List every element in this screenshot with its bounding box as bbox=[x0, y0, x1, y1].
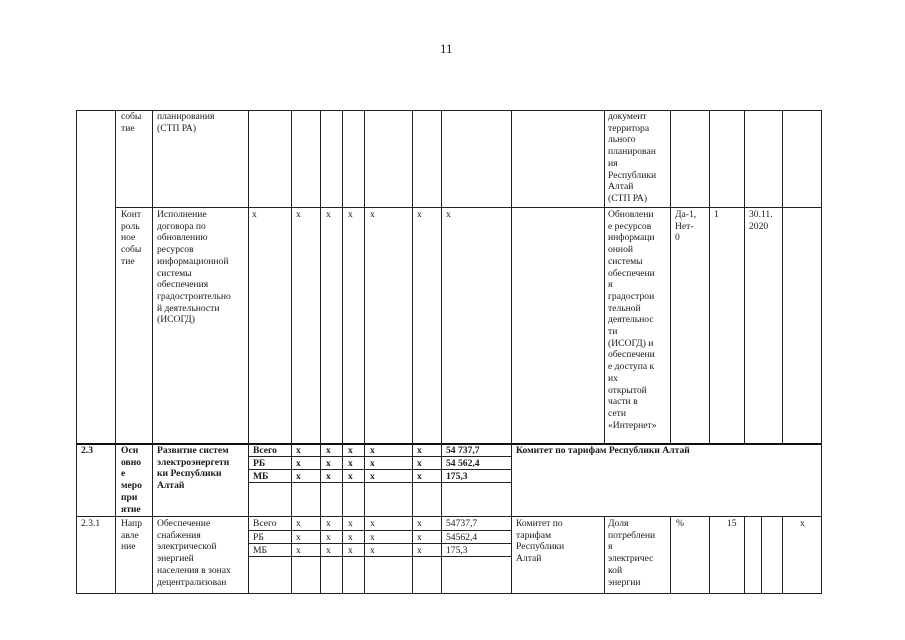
amount-cell: 54737,7 bbox=[446, 518, 478, 529]
x-cell: x bbox=[417, 445, 422, 456]
event-type-cell: Осн овно е меро при ятие bbox=[121, 445, 142, 515]
column-border bbox=[412, 110, 413, 594]
sub-row-line bbox=[248, 482, 511, 483]
event-type-cell: Напр авле ние bbox=[121, 518, 142, 553]
responsible-cell: Комитет по тарифам Республики Алтай bbox=[516, 445, 690, 456]
x-cell: x bbox=[326, 545, 331, 556]
x-cell: x bbox=[326, 458, 331, 469]
page-number: 11 bbox=[440, 41, 453, 56]
indicator-cell: документ территора льного планирован ия Республики Алтай (СТП РА) bbox=[608, 111, 657, 204]
amount-cell: 175,3 bbox=[446, 545, 468, 556]
funding-source-cell: МБ bbox=[253, 471, 269, 482]
x-cell: x bbox=[370, 532, 375, 543]
column-border bbox=[821, 110, 822, 594]
column-border bbox=[761, 516, 762, 594]
x-cell: x bbox=[296, 471, 301, 482]
x-cell: x bbox=[370, 518, 375, 529]
x-cell: x bbox=[370, 209, 375, 220]
x-cell: x bbox=[296, 209, 301, 220]
x-cell: x bbox=[348, 471, 353, 482]
column-border bbox=[115, 110, 116, 594]
amount-cell: 54 737,7 bbox=[446, 445, 480, 456]
unit-cell: Да-1, Нет- 0 bbox=[675, 209, 697, 244]
indicator-cell: Обновлени е ресурсов информаци онной системы обеспечени я градострои тельной деятельнос ти (ИСОГД) и обеспечени е доступа к их открытой части в сети «Интернет» bbox=[608, 209, 657, 431]
x-cell: x bbox=[326, 518, 331, 529]
event-type-cell: Конт роль ное собы тие bbox=[121, 209, 142, 267]
event-name-cell: планирования (СТП РА) bbox=[157, 111, 215, 134]
column-border bbox=[709, 516, 710, 594]
column-border bbox=[782, 110, 783, 444]
x-cell: x bbox=[348, 545, 353, 556]
column-border bbox=[76, 110, 77, 594]
column-border bbox=[744, 516, 745, 594]
column-border bbox=[670, 110, 671, 444]
x-cell: x bbox=[370, 445, 375, 456]
x-cell: x bbox=[800, 518, 805, 529]
column-border bbox=[152, 110, 153, 594]
column-border bbox=[604, 110, 605, 444]
x-cell: x bbox=[370, 471, 375, 482]
x-cell: x bbox=[326, 445, 331, 456]
amount-cell: 54562,4 bbox=[446, 532, 478, 543]
x-cell: x bbox=[417, 209, 422, 220]
row-divider bbox=[115, 207, 821, 208]
value-cell: 1 bbox=[714, 209, 719, 220]
x-cell: x bbox=[348, 209, 353, 220]
amount-cell: 54 562,4 bbox=[446, 458, 480, 469]
row-number-cell: 2.3 bbox=[81, 445, 93, 456]
column-border bbox=[291, 110, 292, 594]
x-cell: x bbox=[348, 532, 353, 543]
value-cell: 15 bbox=[727, 518, 737, 529]
x-cell: x bbox=[417, 518, 422, 529]
sub-row-line bbox=[248, 530, 511, 531]
column-border bbox=[320, 110, 321, 594]
x-cell: x bbox=[348, 458, 353, 469]
event-name-cell: Обеспечение снабжения электрической энергией населения в зонах децентрализован bbox=[157, 518, 231, 588]
column-border bbox=[709, 110, 710, 444]
x-cell: x bbox=[348, 518, 353, 529]
funding-source-cell: РБ bbox=[253, 458, 266, 469]
column-border bbox=[782, 516, 783, 594]
x-cell: x bbox=[417, 458, 422, 469]
column-border bbox=[248, 110, 249, 594]
indicator-cell: Доля потреблени я электричес кой энергии bbox=[608, 518, 656, 588]
x-cell: x bbox=[370, 458, 375, 469]
row-number-cell: 2.3.1 bbox=[81, 518, 101, 529]
column-border bbox=[364, 110, 365, 594]
x-cell: x bbox=[296, 532, 301, 543]
x-cell: x bbox=[296, 545, 301, 556]
unit-cell: % bbox=[676, 518, 684, 529]
x-cell: x bbox=[446, 209, 451, 220]
x-cell: x bbox=[417, 545, 422, 556]
funding-source-cell: Всего bbox=[253, 445, 277, 456]
funding-source-cell: МБ bbox=[253, 545, 268, 556]
x-cell: x bbox=[348, 445, 353, 456]
x-cell: x bbox=[326, 209, 331, 220]
column-border bbox=[670, 516, 671, 594]
x-cell: x bbox=[370, 545, 375, 556]
x-cell: x bbox=[296, 458, 301, 469]
responsible-cell: Комитет по тарифам Республики Алтай bbox=[516, 518, 565, 565]
column-border bbox=[342, 110, 343, 594]
x-cell: x bbox=[252, 209, 257, 220]
column-border bbox=[441, 110, 442, 594]
deadline-cell: 30.11. 2020 bbox=[749, 209, 773, 232]
sub-row-line bbox=[248, 556, 511, 557]
funding-source-cell: РБ bbox=[253, 532, 264, 543]
x-cell: x bbox=[326, 532, 331, 543]
x-cell: x bbox=[417, 471, 422, 482]
event-name-cell: Развитие систем электроэнергетн ки Республики Алтай bbox=[157, 445, 230, 492]
column-border bbox=[744, 110, 745, 444]
column-border bbox=[604, 516, 605, 594]
x-cell: x bbox=[296, 445, 301, 456]
amount-cell: 175,3 bbox=[446, 471, 468, 482]
x-cell: x bbox=[326, 471, 331, 482]
column-border bbox=[511, 110, 512, 594]
event-type-cell: собы тие bbox=[121, 111, 142, 134]
x-cell: x bbox=[417, 532, 422, 543]
funding-source-cell: Всего bbox=[253, 518, 277, 529]
x-cell: x bbox=[296, 518, 301, 529]
event-name-cell: Исполнение договора по обновлению ресурсов информационной системы обеспечения градостроительно й деятельности (ИСОГД) bbox=[157, 209, 231, 326]
